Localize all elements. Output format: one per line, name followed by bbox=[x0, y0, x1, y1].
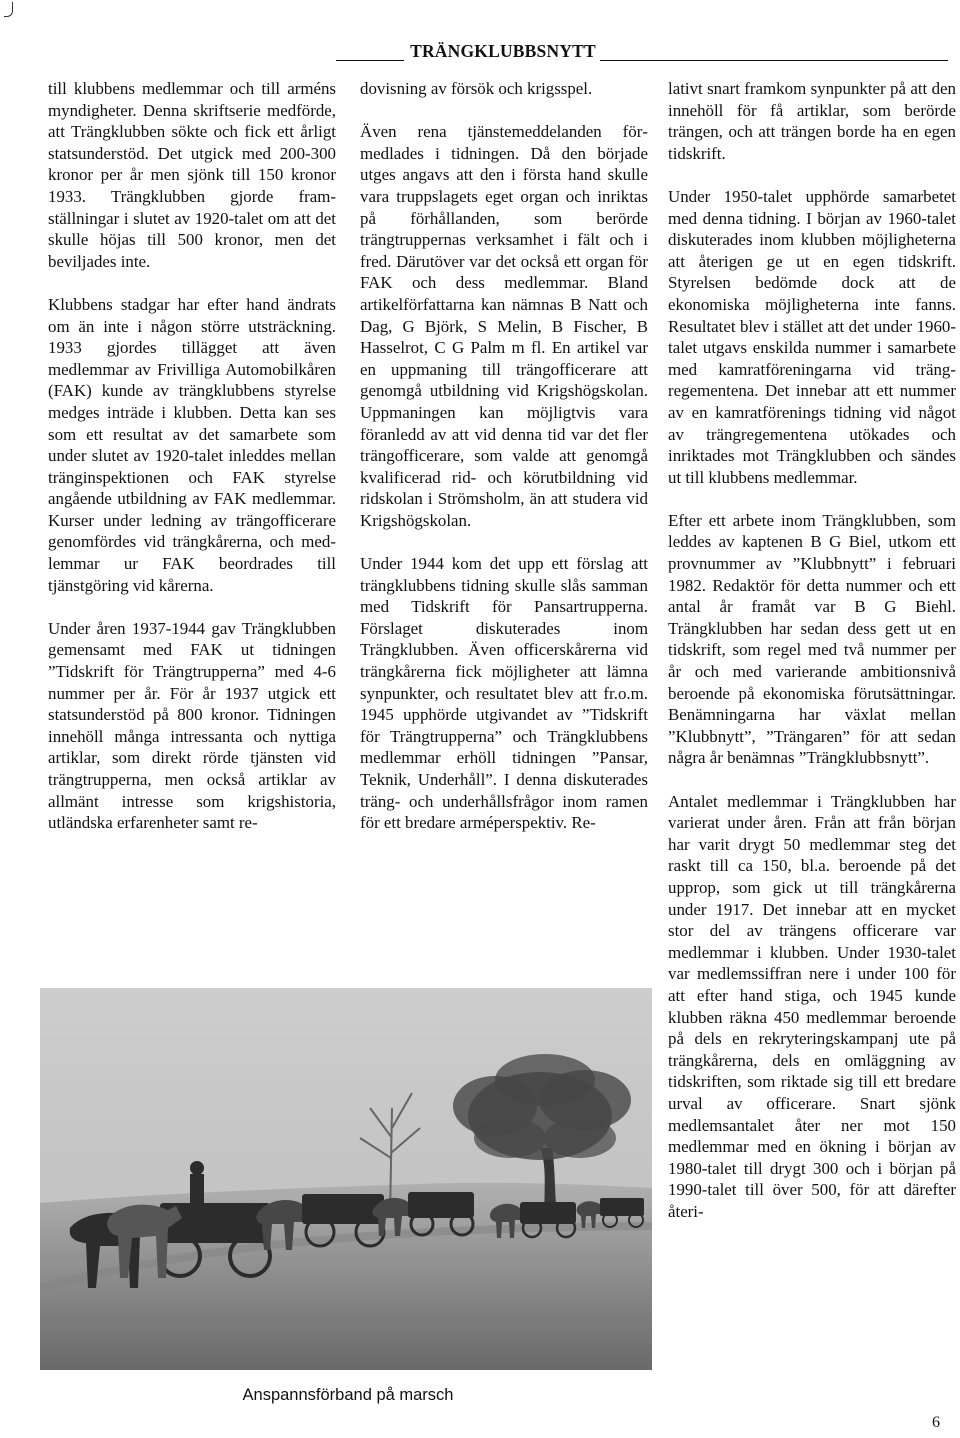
paragraph: dovisning av försök och krigsspel. bbox=[360, 79, 593, 98]
paragraph: till klubbens medlemmar och till arméns myndigheter. Denna skriftserie medförde, att Trängklubben sökte och fick ett årligt statsunderstöd. Det utgick med 200-300 kronor per år men sjönk till 150 kronor 1933. Trängklubben gjorde framställningar i slutet av 1920-talet om att det skulle höjas till 500 kronor, men det beviljades inte. bbox=[48, 79, 336, 271]
paragraph: Under 1944 kom det upp ett förslag att trängklubbens tidning skulle slås samman med Tidskrift för Pansartrupperna. Förslaget diskuterades inom Trängklubben. Även officerskårerna vid trängkårerna fick möjligheter att lämna synpunkter, och resultatet blev att fr.o.m. 1945 upphörde utgivandet av ”Tidskrift för Trängtrupperna” och Trängklubbens medlemmar erhöll tidningen ”Pansar, Teknik, Underhåll”. I denna diskuterades träng- och underhållsfrågor inom ramen för ett bredare arméperspektiv. Re- bbox=[360, 554, 648, 833]
paragraph: Antalet medlemmar i Trängklubben har varierat under åren. Från att från början har varit drygt 50 medlemmar steg det raskt till ca 150, bl.a. beroende på det upprop, som gick ut till trängkårerna under 1917. Det innebar att en mycket stor del av trängens officerare var medlemmar i klubben. Under 1930-talet var medlemssiffran nere i under 100 för att efter hand stiga, och 1945 kunde klubben räkna 450 medlemmar beroende på dels en rekryteringskampanj ute på trängkårerna, dels en omläggning av tidskriften, som riktade sig till ett bredare urval av officerare. Snart sjönk medlemsantalet åter ner mot 150 medlemmar med en ökning i början av 1980-talet till drygt 300 och i början på 1990-talet till över 500, för att därefter återi- bbox=[668, 791, 956, 1221]
paragraph: Efter ett arbete inom Trängklubben, som leddes av kaptenen B G Biel, utkom ett provnummer av ”Klubbnytt” i februari 1982. Redaktör för detta nummer och ett antal år framåt var B G Biehl. Trängklubben har sedan dess gett ut en tidskrift, som regel med två nummer per år och med varierande ambitionsnivå beroende på ekonomiska förutsättningar. Benämningarna har växlat mellan ”Klubbnytt”, ”Trängaren” för att sedan några år benämnas ”Trängklubbsnytt”. bbox=[668, 510, 956, 768]
paragraph: Klubbens stadgar har efter hand ändrats om än inte i någon större utsträckning. 1933 gjordes tillägget att även medlemmar av Frivilliga Automobilkåren (FAK) kunde av trängklubbens styrelse medges inträde i klubben. Detta kan ses som ett resultat av det samarbete som under slutet av 1920-talet inleddes mellan tränginspektionen och FAK styrelse angående utbildning av FAK medlemmar. Kurser under ledning av trängofficerare genomfördes vid trängkårerna, och medlemmar ur FAK beordrades till tjänstgöring vid kårerna. bbox=[48, 294, 336, 595]
paragraph: lativt snart framkom synpunkter på att den innehöll för få artiklar, som berörde trängen, och att trängen borde ha en egen tidskrift. bbox=[668, 79, 956, 163]
paragraph: Även rena tjänstemeddelanden förmedlades i tidningen. Då den började utges angavs att den i första hand skulle vara truppslagets eget organ och inriktas på förhållanden, som berörde trängtruppernas verksamhet i fält och i fred. Därutöver var det också ett organ för FAK och dess medlemmar. Bland artikelförfattarna kan nämnas B Natt och Dag, G Björk, S Melin, B Fischer, B Hasselrot, C G Palm m fl. En artikel var en uppmaning till trängofficerare att genomgå utbildning vid Krigshögskolan. Uppmaningen kan möjligtvis vara föranledd av att vid denna tid var det fler trängofficerare, som valde att genomgå kvalificerad rid- och körutbildning vid ridskolan i Strömsholm, än att studera vid Krigshögskolan. bbox=[360, 122, 648, 530]
text-column-2 bbox=[360, 78, 648, 834]
corner-crop-mark bbox=[4, 2, 13, 17]
text-column-3 bbox=[668, 78, 956, 1222]
running-header bbox=[336, 40, 948, 66]
paragraph: Under 1950-talet upphörde samarbetet med denna tidning. I början av 1960-talet diskuterades inom klubben möjligheterna att återigen ge ut en egen tidskrift. Styrelsen bedömde dock att de ekonomiska möjligheterna inte fanns. Resultatet blev i stället att det under 1960-talet utgavs enskilda nummer i samarbete med kamratföreningarna vid trängregementena. Det innebar att ett nummer av en kamratförenings tidning vid något av trängregementena utökades och inriktades mot Trängklubben och sändes ut till klubbens medlemmar. bbox=[668, 186, 956, 487]
page-number: 6 bbox=[932, 1414, 940, 1431]
text-column-1 bbox=[48, 78, 336, 834]
publication-title: TRÄNGKLUBBSNYTT bbox=[410, 41, 596, 61]
header-rule-right bbox=[600, 60, 948, 61]
historical-photo-horse-wagons bbox=[40, 988, 652, 1370]
photo-caption: Anspannsförband på marsch bbox=[242, 1386, 454, 1404]
paragraph: Under åren 1937-1944 gav Trängklubben gemensamt med FAK ut tidningen ”Tidskrift för Trängtrupperna” med 4-6 nummer per år. För år 1937 utgick ett statsunderstöd på 800 kronor. Tidningen innehöll många intressanta och nyttiga artiklar, som direkt rörde tjänsten vid trängtrupperna, men också artiklar av allmänt intresse som krigshistoria, utländska erfarenheter samt re- bbox=[48, 618, 336, 833]
header-rule-left bbox=[336, 60, 404, 61]
